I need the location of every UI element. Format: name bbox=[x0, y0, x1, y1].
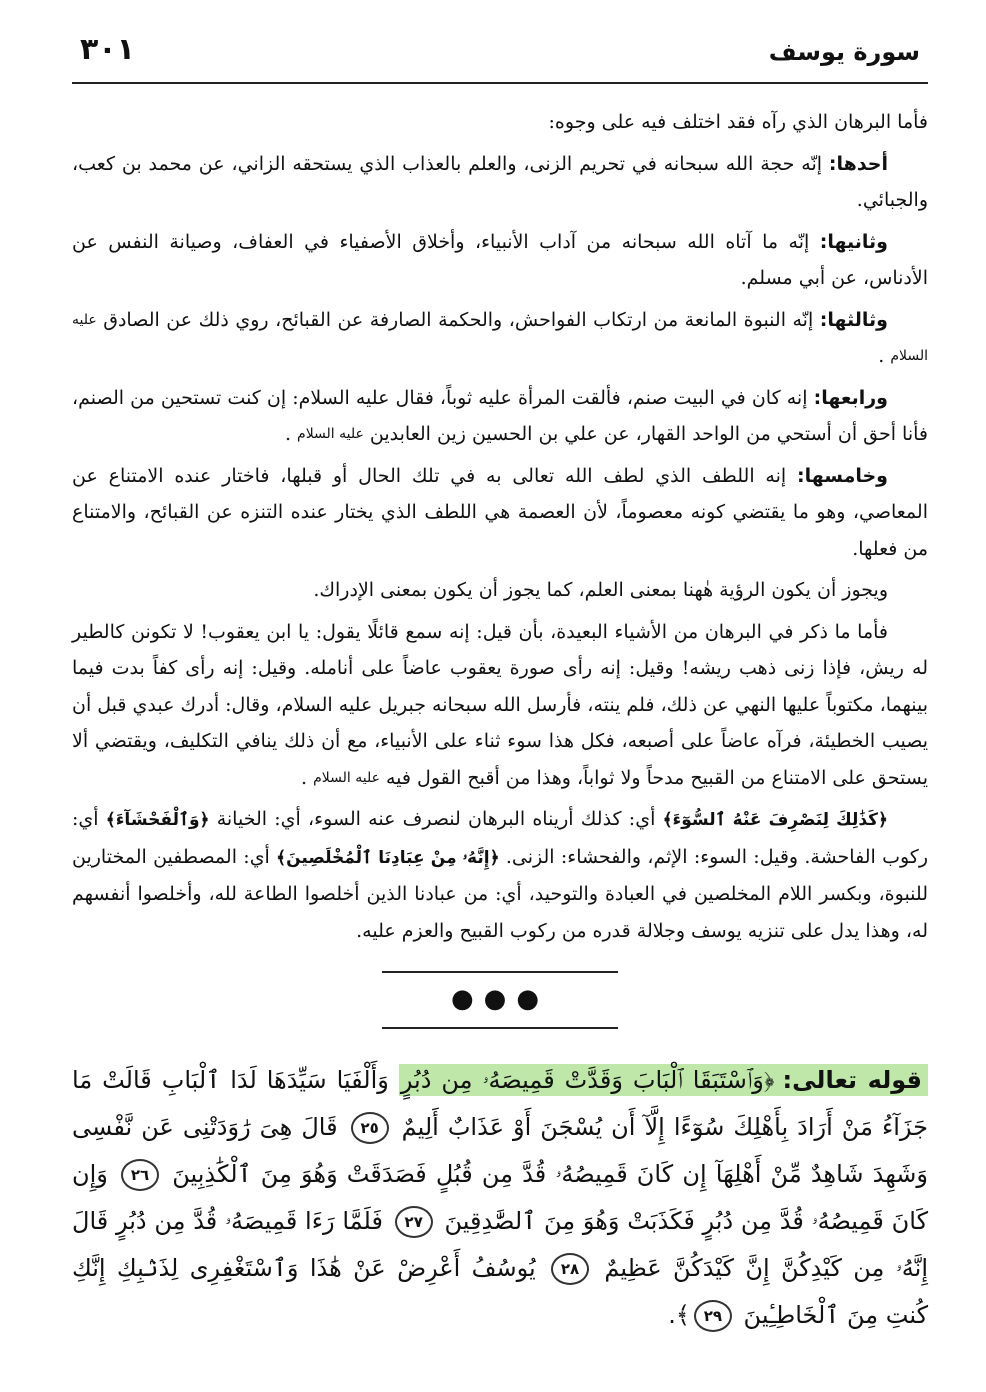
tafsir-paragraph: ﴿كَذَٰلِكَ لِنَصْرِفَ عَنْهُ ٱلسُّوٓءَ﴾ أي: كذلك أريناه البرهان لنصرف عنه السوء، أي: الخيانة ﴿وَٱلْفَحْشَآءَ﴾ أي: ركوب الفاحشة. وقيل: السوء: الإثم، والفحشاء: الزنى. ﴿إِنَّهُۥ مِنْ عِبَادِنَا ٱلْمُخْلَصِينَ﴾ أي: المصطفين المختارين للنبوة، وبكسر اللام المخلصين في العبادة والتوحيد، أي: من عبادنا الذين أخلصوا الطاعة لله، وأخلصوا أنفسهم له، وهذا يدل على تنزيه يوسف وجلالة قدره من ركوب القبيح والعزم عليه. bbox=[72, 808, 928, 942]
paragraph: فأما ما ذكر في البرهان من الأشياء البعيدة، بأن قيل: إنه سمع قائلًا يقول: يا ابن يعقوب! لا تكونن كالطير له ريش، فإذا زنى ذهب ريشه! وقيل: إنه رأى صورة يعقوب عاضاً على أنامله. وقيل: إنه رأى كفاً بدت فيما بينهما، مكتوباً عليها النهي عن ذلك، فلم ينته، فأرسل الله سبحانه جبريل عليه السلام، وقال: أدرك عبدي قبل أن يصيب الخطيئة، فرآه عاضاً على أصبعه، فكل هذا سوء ثناء على الأنبياء، مع أن ذلك ينافي التكليف، ويقتضي ألا يستحق على الامتناع من القبيح مدحاً ولا ثواباً، وهذا من أقبح القول فيه عليه السلام . bbox=[72, 620, 928, 789]
ayah-number-marker: ٢٧ bbox=[395, 1206, 433, 1238]
paragraph: وخامسها: إنه اللطف الذي لطف الله تعالى به في تلك الحال أو قبلها، فاختار عنده الامتناع عن المعاصي، وهو ما يقتضي كونه معصوماً، لأن العصمة هي اللطف الذي يختار عنده التنزه عن القبائح، والامتناع من فعلها. bbox=[72, 464, 928, 560]
book-page bbox=[72, 30, 928, 1370]
paragraph: فأما البرهان الذي رآه فقد اختلف فيه على وجوه: bbox=[548, 111, 928, 133]
paragraph: ورابعها: إنه كان في البيت صنم، فألقت المرأة عليه ثوباً، فقال عليه السلام: إن كنت تستحين من الصنم، فأنا أحق أن أستحي من الواحد القهار، عن علي بن الحسين زين العابدين عليه السلام . bbox=[72, 386, 928, 445]
quran-quote: ﴿وَٱلْفَحْشَآءَ﴾ bbox=[105, 810, 210, 830]
ayah-number-marker: ٢٨ bbox=[551, 1253, 589, 1285]
ayah-number-marker: ٢٦ bbox=[121, 1159, 159, 1191]
quran-quote: ﴿كَذَٰلِكَ لِنَصْرِفَ عَنْهُ ٱلسُّوٓءَ﴾ bbox=[662, 810, 888, 830]
ayah-number-marker: ٢٩ bbox=[694, 1300, 732, 1332]
separator-line bbox=[382, 971, 618, 973]
ayah-number-marker: ٢٥ bbox=[351, 1112, 389, 1144]
paragraph: أحدها: إنّه حجة الله سبحانه في تحريم الزنى، والعلم بالعذاب الذي يستحقه الزاني، عن محمد بن كعب، والجبائي. bbox=[72, 152, 928, 211]
quran-quote: ﴿إِنَّهُۥ مِنْ عِبَادِنَا ٱلْمُخْلَصِينَ﴾ bbox=[276, 847, 500, 868]
paragraph-lead: وخامسها: bbox=[796, 464, 888, 487]
quran-passage: قوله تعالى:﴿وَٱسْتَبَقَا ٱلْبَابَ وَقَدَّتْ قَمِيصَهُۥ مِن دُبُرٍ وَأَلْفَيَا سَيِّدَهَا لَدَا ٱلْبَابِ قَالَتْ مَا جَزَآءُ مَنْ أَرَادَ بِأَهْلِكَ سُوٓءًا إِلَّآ أَن يُسْجَنَ أَوْ عَذَابٌ أَلِيمٌ ٢٥ قَالَ هِىَ رَٰوَدَتْنِى عَن نَّفْسِى وَشَهِدَ شَاهِدٌ مِّنْ أَهْلِهَآ إِن كَانَ قَمِيصُهُۥ قُدَّ مِن قُبُلٍ فَصَدَقَتْ وَهُوَ مِنَ ٱلْكَٰذِبِينَ ٢٦ وَإِن كَانَ قَمِيصُهُۥ قُدَّ مِن دُبُرٍ فَكَذَبَتْ وَهُوَ مِنَ ٱلصَّٰدِقِينَ ٢٧ فَلَمَّا رَءَا قَمِيصَهُۥ قُدَّ مِن دُبُرٍ قَالَ إِنَّهُۥ مِن كَيْدِكُنَّ إِنَّ كَيْدَكُنَّ عَظِيمٌ ٢٨ يُوسُفُ أَعْرِضْ عَنْ هَٰذَا وَٱسْتَغْفِرِى لِذَنۢبِكِ إِنَّكِ كُنتِ مِنَ ٱلْخَاطِـِٔينَ ٢٩﴾. bbox=[72, 1057, 928, 1339]
paragraph-lead: وثانيها: bbox=[819, 230, 888, 253]
separator-dots: ●●● bbox=[450, 984, 550, 1014]
section-separator bbox=[382, 971, 618, 1029]
paragraph: وثالثها: إنّه النبوة المانعة من ارتكاب الفواحش، والحكمة الصارفة عن القبائح، روي ذلك عن الصادق عليه السلام . bbox=[72, 308, 928, 367]
honorific: عليه السلام bbox=[297, 426, 364, 442]
paragraph-lead: أحدها: bbox=[828, 152, 888, 175]
paragraph: ويجوز أن يكون الرؤية هٰهنا بمعنى العلم، كما يجوز أن يكون بمعنى الإدراك. bbox=[313, 579, 888, 601]
section-label: قوله تعالى: bbox=[777, 1064, 928, 1096]
paragraph-lead: ورابعها: bbox=[813, 386, 888, 409]
paragraph-lead: وثالثها: bbox=[819, 308, 888, 331]
separator-line bbox=[382, 1027, 618, 1029]
highlighted-verse: ﴿وَٱسْتَبَقَا ٱلْبَابَ وَقَدَّتْ قَمِيصَهُۥ مِن دُبُرٍ bbox=[400, 1066, 775, 1094]
paragraph: وثانيها: إنّه ما آتاه الله سبحانه من آداب الأنبياء، وأخلاق الأصفياء في العفاف، وصيانة النفس عن الأدناس، عن أبي مسلم. bbox=[72, 230, 928, 289]
page-number: ٣٠١ bbox=[80, 32, 135, 67]
page-header bbox=[72, 30, 928, 84]
commentary-text bbox=[72, 104, 928, 949]
honorific: عليه السلام bbox=[72, 311, 928, 364]
honorific: عليه السلام bbox=[313, 769, 380, 786]
surah-title: سورة يوسف bbox=[768, 38, 920, 66]
